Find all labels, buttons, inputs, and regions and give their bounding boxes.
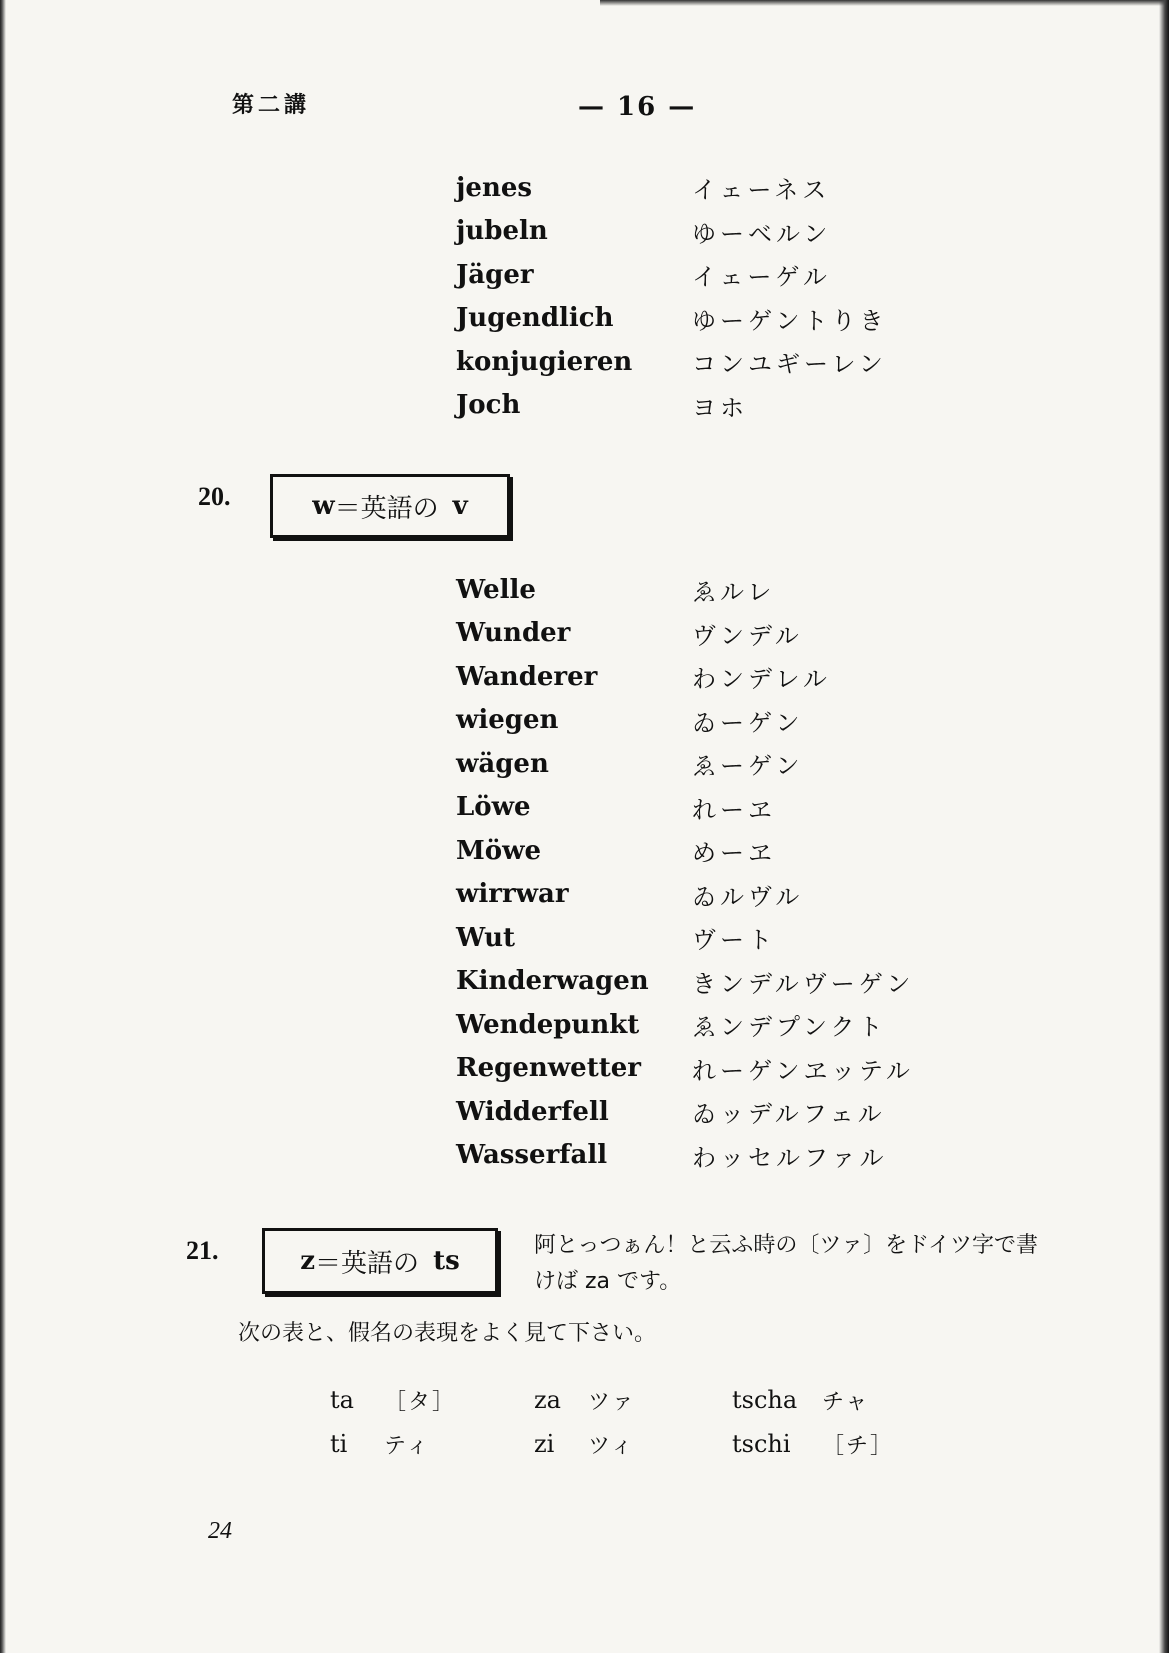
- german-word: Widderfell: [456, 1096, 609, 1127]
- rule-letter: z: [300, 1246, 316, 1276]
- rule-box-21: [262, 1228, 498, 1294]
- word-row: [456, 916, 956, 960]
- word-row: [456, 829, 956, 873]
- word-row: [456, 960, 956, 1004]
- rule-text: ＝英語の: [334, 493, 439, 524]
- section-number-21: 21.: [186, 1236, 219, 1265]
- german-word: konjugieren: [456, 346, 633, 377]
- latin-spelling: ti: [330, 1430, 348, 1458]
- note-line: 阿とっつぁん！と云ふ時の〔ツァ〕をドイツ字で書: [534, 1233, 1039, 1258]
- rule-letter: w: [312, 491, 335, 521]
- table-row: [330, 1378, 930, 1422]
- kana-reading: わンデレル: [692, 665, 831, 694]
- word-row: [456, 210, 956, 254]
- word-row: [456, 340, 956, 384]
- scan-edge-right: [1159, 0, 1169, 1653]
- german-word: Jäger: [456, 259, 534, 290]
- table-cell: [330, 1385, 528, 1416]
- kana-reading: ゐルヴル: [692, 882, 804, 911]
- rule-box-20: [270, 474, 510, 538]
- table-cell: [534, 1429, 732, 1460]
- note-paragraph: [534, 1228, 1094, 1300]
- german-word: Möwe: [456, 835, 542, 866]
- kana-reading: めーヱ: [692, 839, 776, 868]
- section-label: 第二講: [232, 92, 311, 118]
- kana-reading: ゆーベルン: [692, 219, 832, 248]
- kana-reading: わッセルファル: [692, 1143, 888, 1172]
- note-line: けば za です。: [534, 1269, 682, 1294]
- table-row: [330, 1422, 930, 1466]
- german-word: Löwe: [456, 792, 531, 823]
- word-row: [456, 384, 956, 428]
- kana-reading: ［タ］: [384, 1389, 457, 1415]
- word-list-top: [456, 166, 956, 427]
- word-row: [456, 568, 956, 612]
- german-word: Wunder: [456, 618, 571, 649]
- kana-reading: イェーネス: [692, 176, 831, 205]
- kana-reading: ゑーゲン: [692, 752, 804, 781]
- kana-reading: ゑルレ: [692, 578, 776, 607]
- latin-spelling: tschi: [732, 1430, 791, 1458]
- kana-reading: ヨホ: [692, 393, 748, 422]
- kana-reading: イェーゲル: [692, 263, 831, 292]
- kana-reading: ツァ: [588, 1389, 636, 1415]
- page-number-footer: 24: [208, 1518, 232, 1544]
- kana-reading: チャ: [822, 1389, 870, 1415]
- section-number-20: 20.: [198, 482, 231, 511]
- kana-reading: ゐーゲン: [692, 708, 804, 737]
- word-row: [456, 742, 956, 786]
- table-cell: [534, 1385, 732, 1416]
- german-word: wiegen: [456, 705, 559, 736]
- page-number-header: — 16 —: [578, 92, 697, 122]
- word-row: [456, 1134, 956, 1178]
- german-word: jenes: [456, 172, 533, 203]
- word-row: [456, 699, 956, 743]
- latin-spelling: zi: [534, 1430, 555, 1458]
- german-word: Wut: [456, 922, 516, 953]
- kana-reading: ティ: [384, 1433, 431, 1459]
- word-row: [456, 612, 956, 656]
- german-word: Wendepunkt: [456, 1009, 640, 1040]
- german-word: Welle: [456, 574, 536, 605]
- word-row: [456, 166, 956, 210]
- table-cell: [732, 1385, 930, 1416]
- kana-reading: ゐッデルフェル: [692, 1100, 886, 1129]
- word-row: [456, 873, 956, 917]
- word-row: [456, 253, 956, 297]
- rule-target: ts: [433, 1246, 460, 1276]
- kana-reading: ツィ: [588, 1433, 635, 1459]
- table-cell: [732, 1429, 930, 1460]
- kana-reading: ゑンデプンクト: [692, 1013, 887, 1042]
- kana-reading: れーヱ: [692, 795, 776, 824]
- german-word: Regenwetter: [456, 1053, 641, 1084]
- comparison-table: [330, 1378, 930, 1466]
- rule-target: v: [452, 491, 468, 521]
- kana-reading: ［チ］: [822, 1433, 895, 1459]
- scan-edge-left: [0, 0, 6, 1653]
- kana-reading: コンユギーレン: [692, 350, 887, 379]
- kana-reading: きンデルヴーゲン: [692, 969, 915, 998]
- german-word: Jugendlich: [456, 303, 614, 334]
- kana-reading: ヴート: [692, 926, 776, 955]
- german-word: Wanderer: [456, 661, 598, 692]
- latin-spelling: ta: [330, 1386, 354, 1414]
- german-word: wirrwar: [456, 879, 569, 910]
- word-row: [456, 297, 956, 341]
- table-cell: [330, 1429, 528, 1460]
- german-word: jubeln: [456, 216, 548, 247]
- kana-reading: れーゲンヱッテル: [692, 1056, 914, 1085]
- word-row: [456, 786, 956, 830]
- german-word: Kinderwagen: [456, 966, 649, 997]
- german-word: wägen: [456, 748, 549, 779]
- german-word: Joch: [456, 390, 521, 421]
- word-row: [456, 1090, 956, 1134]
- word-row: [456, 655, 956, 699]
- kana-reading: ゆーゲントりき: [692, 306, 888, 335]
- german-word: Wasserfall: [456, 1140, 608, 1171]
- scan-edge-top: [600, 0, 1169, 6]
- rule-text: ＝英語の: [315, 1248, 420, 1279]
- latin-spelling: tscha: [732, 1386, 798, 1414]
- word-row: [456, 1047, 956, 1091]
- kana-reading: ヴンデル: [692, 621, 803, 650]
- instruction-text: 次の表と、假名の表現をよく見て下さい。: [238, 1321, 657, 1346]
- word-row: [456, 1003, 956, 1047]
- word-list-20: [456, 568, 956, 1177]
- latin-spelling: za: [534, 1386, 561, 1414]
